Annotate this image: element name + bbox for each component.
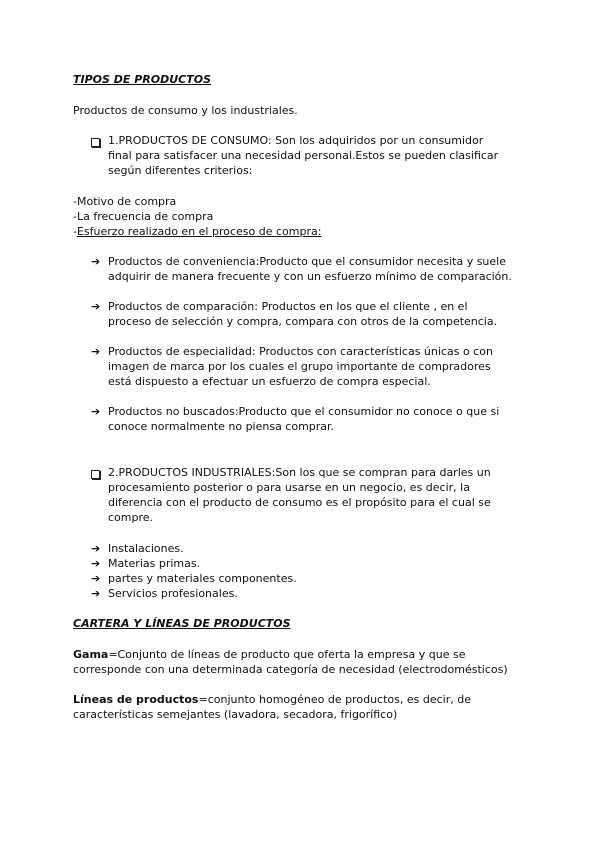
lineas-line-2: características semejantes (lavadora, secadora, frigorífico) [73, 708, 398, 721]
tipo-comparacion-line-2: proceso de selección y compra, compara con otros de la competencia. [108, 315, 498, 328]
criterio-esfuerzo-prefix: - [73, 225, 77, 238]
section-heading-cartera: CARTERA Y LÍNEAS DE PRODUCTOS [73, 617, 291, 630]
gama-definition: =Conjunto de líneas de producto que oferta la empresa y que se [108, 648, 466, 661]
gama-line-1 [73, 647, 466, 662]
tipo-comparacion-line-1: Productos de comparación: Productos en los que el cliente , en el [108, 300, 468, 313]
tipo-no-buscados-line-1: Productos no buscados:Producto que el consumidor no conoce o que si [108, 405, 500, 418]
lineas-line-1 [73, 692, 471, 707]
tipo-especialidad-line-1: Productos de especialidad: Productos con características únicas o con [108, 345, 493, 358]
arrow-right-icon: ➔ [91, 300, 101, 313]
arrow-right-icon: ➔ [91, 557, 101, 570]
lineas-term: Líneas de productos [73, 693, 199, 706]
gama-line-2: corresponde con una determinada categoría de necesidad (electrodomésticos) [73, 663, 508, 676]
lineas-definition: =conjunto homogéneo de productos, es decir, de [198, 693, 471, 706]
tipo-conveniencia-line-2: adquirir de manera frecuente y con un esfuerzo mínimo de comparación. [108, 270, 512, 283]
checkbox-bullet-icon [91, 470, 100, 479]
tipo-especialidad-line-2: imagen de marca por los cuales el grupo importante de compradores [108, 360, 491, 373]
industrial-item-servicios: Servicios profesionales. [108, 587, 238, 600]
tipo-conveniencia-line-1: Productos de conveniencia:Producto que el consumidor necesita y suele [108, 255, 506, 268]
arrow-right-icon: ➔ [91, 345, 101, 358]
industriales-line-4: compre. [108, 511, 154, 524]
tipo-especialidad-line-3: está dispuesto a efectuar un esfuerzo de compra especial. [108, 375, 431, 388]
industrial-item-partes: partes y materiales componentes. [108, 572, 297, 585]
arrow-right-icon: ➔ [91, 542, 101, 555]
criterio-frecuencia: -La frecuencia de compra [73, 210, 214, 223]
industriales-line-2: procesamiento posterior o para usarse en un negocio, es decir, la [108, 481, 470, 494]
consumo-line-2: final para satisfacer una necesidad personal.Estos se pueden clasificar [108, 149, 499, 162]
arrow-right-icon: ➔ [91, 255, 101, 268]
arrow-right-icon: ➔ [91, 405, 101, 418]
gama-term: Gama [73, 648, 109, 661]
criterio-esfuerzo-text: Esfuerzo realizado en el proceso de compra: [76, 225, 322, 238]
tipo-no-buscados-line-2: conoce normalmente no piensa comprar. [108, 420, 335, 433]
consumo-line-1: 1.PRODUCTOS DE CONSUMO: Son los adquiridos por un consumidor [108, 134, 484, 147]
industriales-line-3: diferencia con el producto de consumo es el propósito para el cual se [108, 496, 491, 509]
arrow-right-icon: ➔ [91, 572, 101, 585]
criterio-motivo: -Motivo de compra [73, 195, 177, 208]
consumo-line-3: según diferentes criterios: [108, 164, 253, 177]
criterio-esfuerzo [73, 224, 321, 239]
section-heading-tipos: TIPOS DE PRODUCTOS [73, 73, 212, 86]
industrial-item-materias: Materias primas. [108, 557, 201, 570]
industrial-item-instalaciones: Instalaciones. [108, 542, 184, 555]
intro-text: Productos de consumo y los industriales. [73, 104, 298, 117]
industriales-line-1: 2.PRODUCTOS INDUSTRIALES:Son los que se compran para darles un [108, 466, 491, 479]
checkbox-bullet-icon [91, 138, 100, 147]
arrow-right-icon: ➔ [91, 587, 101, 600]
